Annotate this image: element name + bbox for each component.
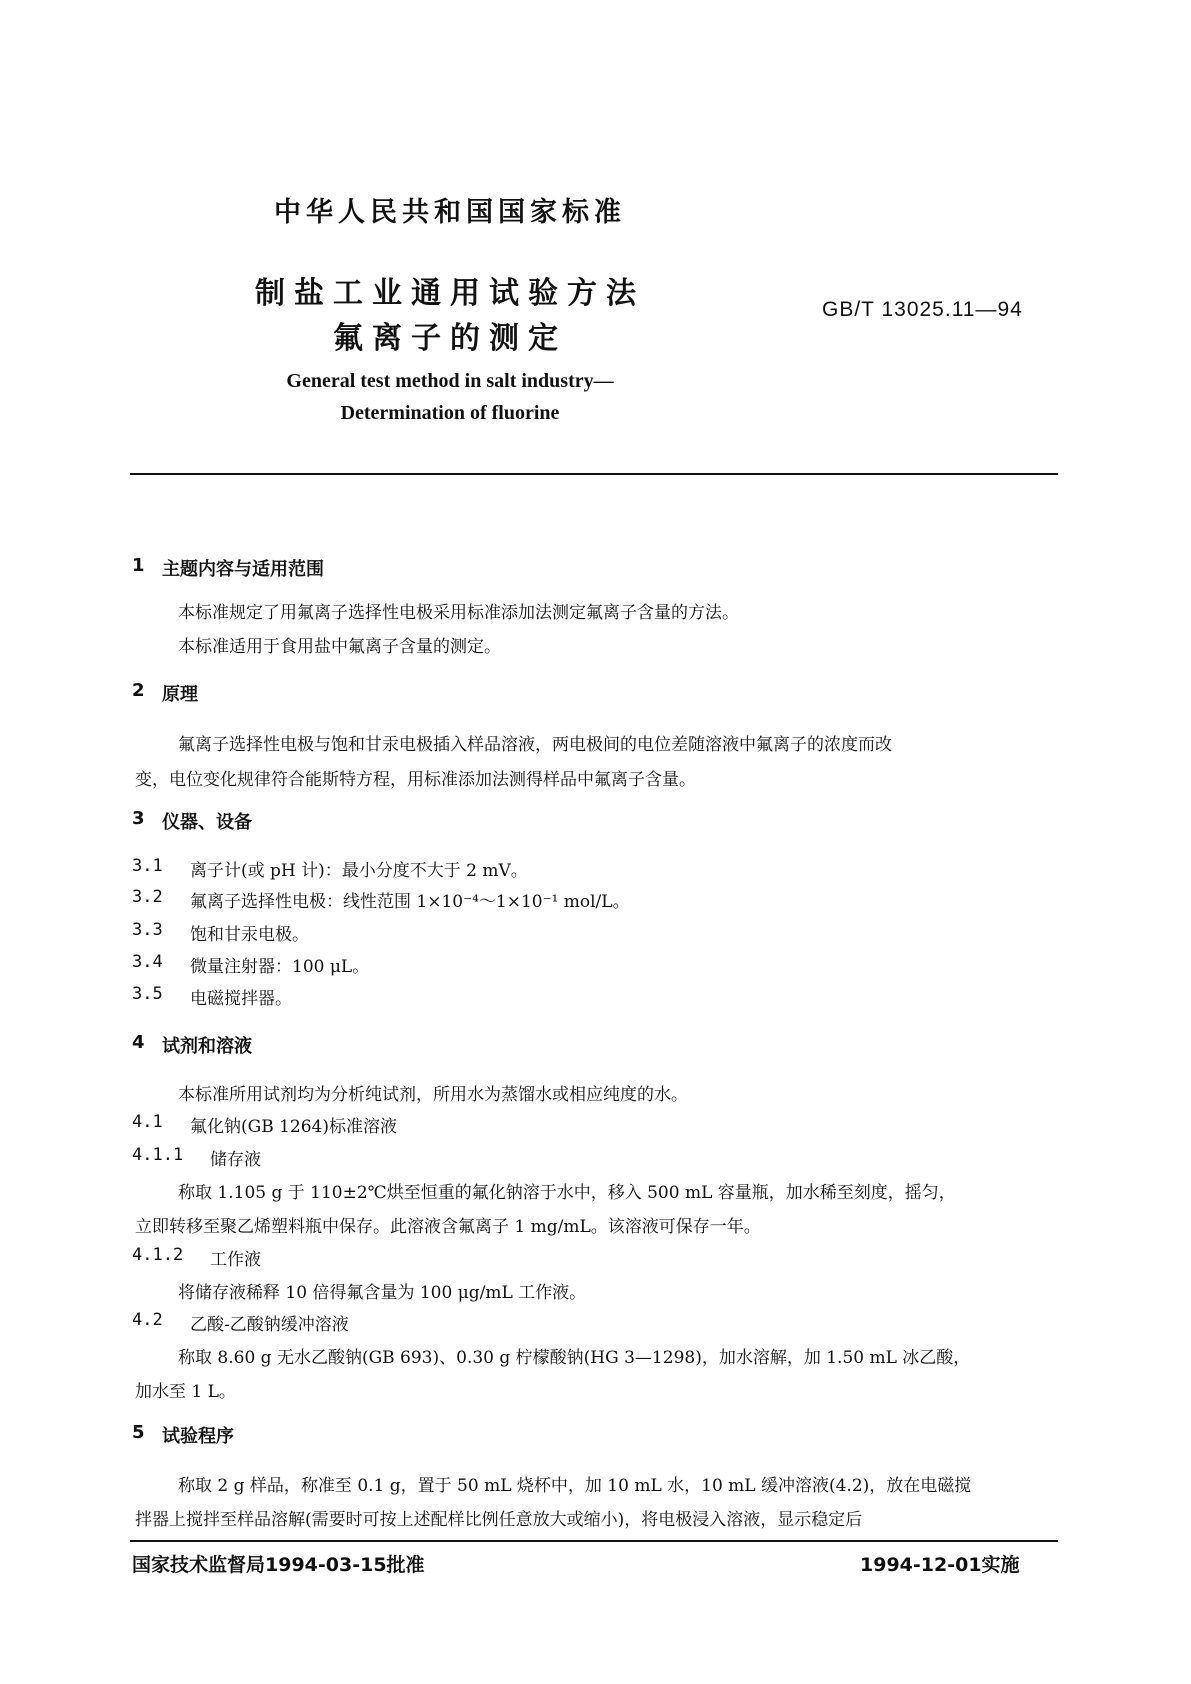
paragraph: 称取 1.105 g 于 110±2℃烘至恒重的氟化钠溶于水中，移入 500 mL 容量瓶，加水稀至刻度，摇匀，: [178, 1183, 956, 1203]
clause-number: 4.1: [132, 1112, 163, 1132]
document-title-line1: 制盐工业通用试验方法: [255, 276, 645, 311]
header-divider: [130, 473, 1058, 475]
paragraph: 拌器上搅拌至样品溶解(需要时可按上述配样比例任意放大或缩小)，将电极浸入溶液，显示稳定后: [135, 1510, 863, 1530]
clause-number: 3.3: [132, 920, 163, 940]
section-3-number: 3: [132, 808, 145, 829]
paragraph: 称取 8.60 g 无水乙酸钠(GB 693)、0.30 g 柠檬酸钠(HG 3—1298)，加水溶解，加 1.50 mL 冰乙酸，: [178, 1348, 971, 1368]
clause-number: 3.5: [132, 984, 163, 1004]
section-1-number: 1: [132, 555, 145, 576]
paragraph: 本标准规定了用氟离子选择性电极采用标准添加法测定氟离子含量的方法。: [178, 603, 739, 623]
org-title: 中华人民共和国国家标准: [274, 197, 626, 228]
section-4-heading: 试剂和溶液: [162, 1036, 252, 1057]
footer-divider: [130, 1540, 1058, 1542]
paragraph: 称取 2 g 样品，称准至 0.1 g，置于 50 mL 烧杯中，加 10 mL 水，10 mL 缓冲溶液(4.2)，放在电磁搅: [178, 1476, 972, 1496]
implementation-date: 1994-12-01实施: [860, 1554, 1020, 1576]
list-item: 氟离子选择性电极：线性范围 1×10⁻⁴～1×10⁻¹ mol/L。: [190, 892, 630, 912]
approval-date: 国家技术监督局1994-03-15批准: [132, 1554, 425, 1576]
section-4-number: 4: [132, 1032, 145, 1053]
standard-number: GB/T 13025.11—94: [822, 298, 1023, 321]
section-5-heading: 试验程序: [162, 1426, 234, 1447]
list-item: 饱和甘汞电极。: [190, 925, 309, 945]
paragraph: 立即转移至聚乙烯塑料瓶中保存。此溶液含氟离子 1 mg/mL。该溶液可保存一年。: [135, 1217, 761, 1237]
document-title-line2: 氟离子的测定: [333, 321, 567, 356]
list-item: 电磁搅拌器。: [190, 989, 292, 1009]
list-item: 离子计(或 pH 计)：最小分度不大于 2 mV。: [190, 861, 528, 881]
paragraph: 氟离子选择性电极与饱和甘汞电极插入样品溶液，两电极间的电位差随溶液中氟离子的浓度而改: [178, 735, 892, 755]
clause-number: 4.1.1: [132, 1145, 184, 1165]
clause-heading: 工作液: [210, 1250, 261, 1270]
english-title-line1: General test method in salt industry—: [286, 370, 614, 392]
clause-heading: 乙酸-乙酸钠缓冲溶液: [190, 1315, 349, 1335]
clause-number: 4.1.2: [132, 1245, 184, 1265]
paragraph: 变，电位变化规律符合能斯特方程，用标准添加法测得样品中氟离子含量。: [135, 770, 696, 790]
clause-number: 3.4: [132, 952, 163, 972]
section-5-number: 5: [132, 1422, 145, 1443]
section-2-heading: 原理: [162, 684, 198, 705]
clause-heading: 氟化钠(GB 1264)标准溶液: [190, 1117, 398, 1137]
english-title-line2: Determination of fluorine: [340, 402, 560, 424]
clause-heading: 储存液: [210, 1150, 261, 1170]
section-3-heading: 仪器、设备: [162, 812, 252, 833]
clause-number: 3.2: [132, 887, 163, 907]
paragraph: 加水至 1 L。: [135, 1382, 236, 1402]
paragraph: 本标准适用于食用盐中氟离子含量的测定。: [178, 637, 501, 657]
section-1-heading: 主题内容与适用范围: [162, 559, 324, 580]
clause-number: 4.2: [132, 1310, 163, 1330]
paragraph: 本标准所用试剂均为分析纯试剂，所用水为蒸馏水或相应纯度的水。: [178, 1085, 688, 1105]
clause-number: 3.1: [132, 856, 163, 876]
paragraph: 将储存液稀释 10 倍得氟含量为 100 μg/mL 工作液。: [178, 1283, 587, 1303]
list-item: 微量注射器：100 μL。: [190, 957, 370, 977]
section-2-number: 2: [132, 680, 145, 701]
